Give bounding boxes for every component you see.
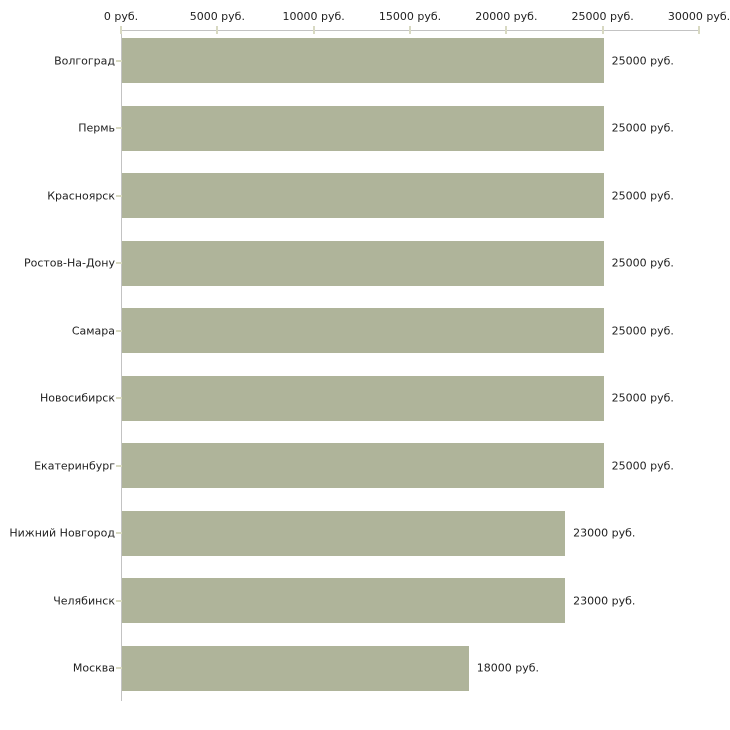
bar — [122, 173, 604, 218]
x-tick-mark — [216, 26, 218, 34]
bar — [122, 241, 604, 286]
category-label: Новосибирск — [39, 391, 115, 405]
value-label: 25000 руб. — [611, 121, 674, 135]
x-tick-mark — [313, 26, 315, 34]
category-label: Москва — [72, 661, 115, 675]
x-tick-label: 0 руб. — [103, 10, 139, 23]
category-label: Волгоград — [54, 54, 115, 67]
category-label: Челябинск — [53, 594, 115, 608]
x-tick-label: 20000 руб. — [475, 10, 538, 23]
value-label: 23000 руб. — [573, 526, 636, 540]
category-label: Самара — [71, 324, 115, 338]
category-label: Красноярск — [47, 189, 115, 203]
x-tick-mark — [409, 26, 411, 34]
x-tick-label: 25000 руб. — [571, 10, 634, 23]
bar — [122, 38, 604, 83]
value-label: 18000 руб. — [476, 661, 540, 675]
x-tick-label: 10000 руб. — [282, 10, 345, 23]
bar — [122, 646, 469, 691]
value-label: 25000 руб. — [611, 324, 674, 338]
x-tick-mark — [602, 26, 604, 34]
bar — [122, 511, 565, 556]
value-label: 25000 руб. — [611, 391, 674, 405]
x-tick-mark — [120, 26, 122, 34]
category-label: Пермь — [78, 121, 115, 135]
bar — [122, 308, 604, 353]
category-label: Нижний Новгород — [9, 526, 115, 540]
x-tick-mark — [505, 26, 507, 34]
value-label: 25000 руб. — [611, 256, 674, 270]
value-label: 25000 руб. — [611, 459, 674, 473]
value-label: 25000 руб. — [611, 54, 674, 67]
bar — [122, 106, 604, 151]
category-label: Екатеринбург — [34, 459, 115, 473]
x-tick-label: 5000 руб. — [189, 10, 245, 23]
x-tick-label: 30000 руб. — [667, 10, 730, 23]
x-tick-label: 15000 руб. — [378, 10, 442, 23]
bar — [122, 376, 604, 421]
bar — [122, 578, 565, 623]
bar — [122, 443, 604, 488]
x-tick-mark — [698, 26, 700, 34]
value-label: 23000 руб. — [573, 594, 636, 608]
value-label: 25000 руб. — [611, 189, 674, 203]
category-label: Ростов-На-Дону — [23, 256, 115, 270]
